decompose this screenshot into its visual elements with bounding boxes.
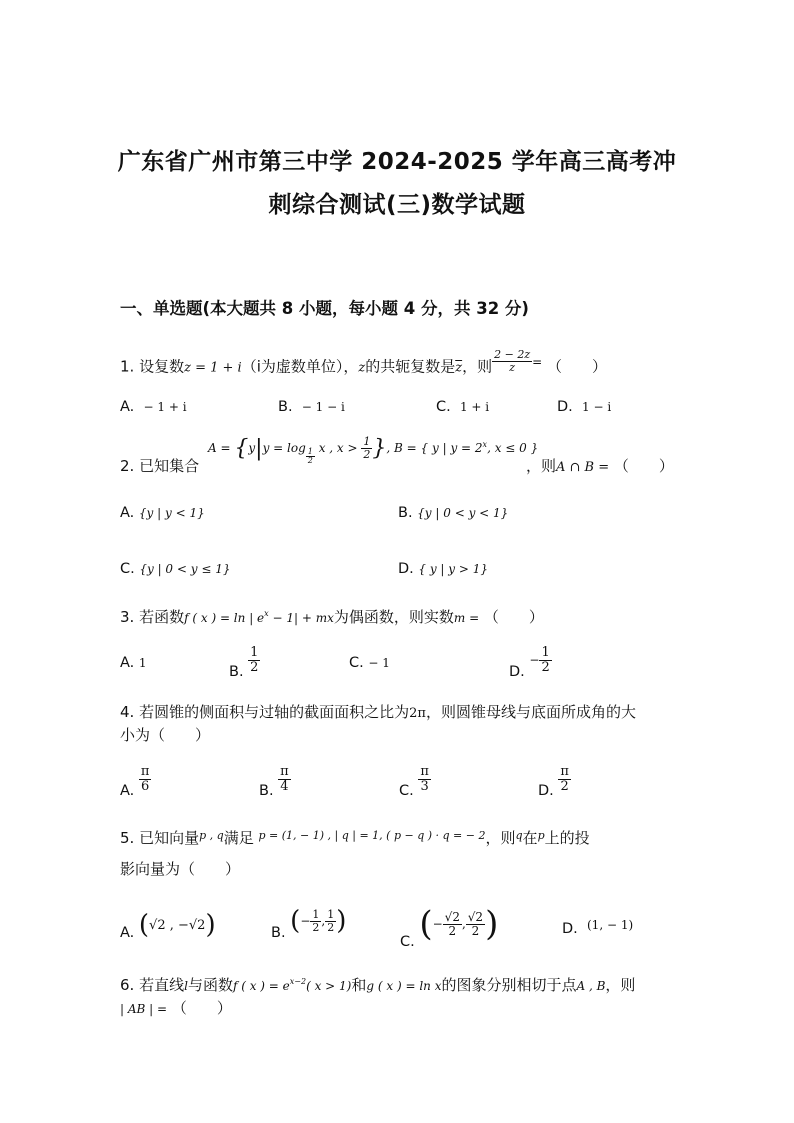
question-2: 2. 已知集合	[120, 457, 200, 475]
question-number: 1.	[120, 357, 135, 376]
question-1: 1. 设复数z = 1 + i（i为虚数单位），z的共轭复数是$\overline{z}$，则 $\frac{2 - 2z}{z}$ = （ ）	[120, 348, 607, 376]
q2-option-d[interactable]: D. { y | y > 1}	[398, 561, 489, 577]
page-title-line2: 刺综合测试(三)数学试题	[268, 192, 526, 218]
q1-option-d[interactable]: D. 1 − i	[557, 399, 612, 415]
q3-option-c[interactable]: C. − 1	[349, 655, 390, 671]
q5-option-d[interactable]: D. (1, − 1)	[562, 918, 634, 937]
q1-option-a[interactable]: A. − 1 + i	[120, 399, 187, 415]
fraction: $\frac{2 - 2z}{z}$	[494, 348, 531, 374]
question-number: 3.	[120, 608, 135, 626]
question-number: 6.	[120, 976, 135, 994]
question-number: 4.	[120, 703, 135, 721]
q1-option-c[interactable]: C. 1 + i	[436, 399, 490, 415]
q4-option-c[interactable]: C. $\frac{\pi}{3}$	[399, 764, 429, 800]
question-4: 4. 若圆锥的侧面积与过轴的截面面积之比为2π，则圆锥母线与底面所成角的大	[120, 703, 636, 721]
q4-option-d[interactable]: D. $\frac{\pi}{2}$	[538, 764, 569, 800]
q3-option-b[interactable]: B. $\frac{1}{2}$	[229, 645, 259, 681]
q4-option-b[interactable]: B. $\frac{\pi}{4}$	[259, 764, 289, 800]
q5-option-b[interactable]: B. (− $\frac{1}{2}$ , $\frac{1}{2}$ )	[271, 906, 347, 941]
q4-option-a[interactable]: A. $\frac{\pi}{6}$	[120, 764, 150, 800]
page-title-line1: 广东省广州市第三中学 2024-2025 学年高三高考冲	[117, 149, 677, 175]
q2-option-b[interactable]: B. {y | 0 < y < 1}	[398, 505, 509, 521]
question-number: 5.	[120, 829, 135, 847]
question-6: 6. 若直线l与函数f ( x ) = $e^{x-2}$( x > 1)和g ( x ) = ln x的图象分别相切于点A , B，则	[120, 976, 636, 994]
question-number: 2.	[120, 457, 135, 475]
q2-option-a[interactable]: A. {y | y < 1}	[120, 505, 205, 521]
q3-option-a[interactable]: A. 1	[120, 655, 147, 671]
q3-option-d[interactable]: D. − $\frac{1}{2}$	[509, 645, 550, 681]
q2-option-c[interactable]: C. {y | 0 < y ≤ 1}	[120, 561, 231, 577]
set-a-expression: A = {y|y = log $\frac{1}{2}$ x , x > $\frac{1}{2}$ }, B = { y | $y = 2^x$, x ≤ 0 }	[208, 435, 539, 465]
question-5: 5. 已知向量$^{p , q}$满足 $^{p = (1, - 1) , | q | = 1, ( p - q ) \cdot q = - 2}$，则$^q$在$^p$上的投	[120, 829, 590, 847]
q5-option-c[interactable]: C. (− $\frac{√2}{2}$ , $\frac{√2}{2}$ )	[400, 904, 499, 950]
section-header: 一、单选题(本大题共 8 小题，每小题 4 分，共 32 分)	[120, 299, 529, 318]
q1-option-b[interactable]: B. − 1 − i	[278, 399, 345, 415]
question-3: 3. 若函数f ( x ) = ln | $e^x - 1|$ + mx为偶函数，则实数m = （ ）	[120, 608, 544, 626]
q5-option-a[interactable]: A. (√2 , −√2)	[120, 910, 216, 941]
